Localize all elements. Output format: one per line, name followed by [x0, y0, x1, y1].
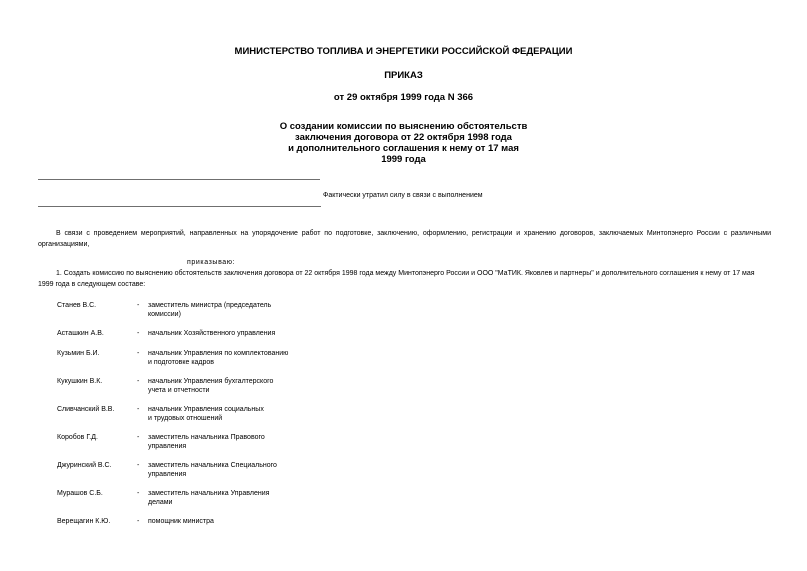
member-name: Мурашов С.Б.: [57, 490, 103, 497]
member-dash: -: [137, 406, 140, 413]
member-role-line: управления: [148, 443, 187, 450]
member-dash: -: [137, 490, 140, 497]
member-role: [148, 461, 298, 479]
divider-top: [38, 179, 320, 180]
member-name: Джуринский В.С.: [57, 462, 112, 469]
member-role-line: учета и отчетности: [148, 387, 210, 394]
member-role: [148, 301, 298, 319]
document-title: [0, 121, 807, 165]
title-line: и дополнительного соглашения к нему от 17 мая: [288, 143, 519, 154]
member-name: Кукушкин В.К.: [57, 378, 103, 385]
commission-member: [0, 433, 807, 455]
title-line: 1999 года: [381, 154, 426, 165]
member-dash: -: [137, 330, 140, 337]
member-role: [148, 377, 298, 395]
member-role-line: начальник Управления социальных: [148, 406, 264, 413]
item-1-paragraph: 1. Создать комиссию по выяснению обстоятельств заключения договора от 22 октября 1998 года между Минтопэнерго России и ООО "МаТИК. Яковлев и партнеры" и дополнительного соглашения к нему от 17 мая 1999 года в следующем составе:: [38, 270, 755, 288]
member-name: Асташкин А.В.: [57, 330, 104, 337]
member-role-line: заместитель начальника Управления: [148, 490, 270, 497]
member-role: [148, 433, 298, 451]
commission-member: [0, 377, 807, 399]
member-role: [148, 329, 298, 338]
commission-member: [0, 329, 807, 351]
member-role-line: управления: [148, 471, 187, 478]
member-role-line: и трудовых отношений: [148, 415, 223, 422]
member-name: Коробов Г.Д.: [57, 434, 98, 441]
orders-word: приказываю:: [187, 259, 236, 266]
member-role: [148, 349, 298, 367]
member-role-line: начальник Управления по комплектованию: [148, 350, 289, 357]
member-role-line: помощник министра: [148, 518, 214, 525]
member-dash: -: [137, 434, 140, 441]
commission-member: [0, 405, 807, 427]
member-role-line: начальник Хозяйственного управления: [148, 330, 276, 337]
commission-member: [0, 349, 807, 371]
member-role: [148, 489, 298, 507]
member-role-line: и подготовке кадров: [148, 359, 215, 366]
member-role-line: заместитель начальника Специального: [148, 462, 277, 469]
commission-member: [0, 517, 807, 539]
member-role-line: начальник Управления бухгалтерского: [148, 378, 274, 385]
document-type: ПРИКАЗ: [384, 70, 423, 81]
member-role: [148, 405, 298, 423]
member-role-line: заместитель министра (председатель: [148, 302, 272, 309]
document-date: от 29 октября 1999 года N 366: [333, 92, 474, 103]
member-dash: -: [137, 350, 140, 357]
member-dash: -: [137, 302, 140, 309]
title-line: заключения договора от 22 октября 1998 года: [295, 132, 512, 143]
member-name: Верещагин К.Ю.: [57, 518, 111, 525]
intro-paragraph: В связи с проведением мероприятий, направленных на упорядочение работ по подготовке, заключению, оформлению, регистрации и хранению договоров, заключаемых Минтопэнерго России с различными организациями,: [38, 230, 771, 248]
status-note: Фактически утратил силу в связи с выполнением: [323, 192, 483, 199]
member-dash: -: [137, 518, 140, 525]
commission-member: [0, 301, 807, 323]
member-role-line: заместитель начальника Правового: [148, 434, 265, 441]
title-line: О создании комиссии по выяснению обстоятельств: [279, 121, 528, 132]
member-dash: -: [137, 378, 140, 385]
commission-member: [0, 489, 807, 511]
member-role-line: делами: [148, 499, 173, 506]
member-name: Сливчанский В.В.: [57, 406, 115, 413]
member-role: [148, 517, 298, 526]
member-name: Кузьмин Б.И.: [57, 350, 100, 357]
member-name: Станев В.С.: [57, 302, 97, 309]
member-role-line: комиссии): [148, 311, 181, 318]
ministry-heading: МИНИСТЕРСТВО ТОПЛИВА И ЭНЕРГЕТИКИ РОССИЙСКОЙ ФЕДЕРАЦИИ: [234, 46, 573, 57]
commission-member: [0, 461, 807, 483]
member-dash: -: [137, 462, 140, 469]
divider-bottom: [38, 206, 321, 207]
